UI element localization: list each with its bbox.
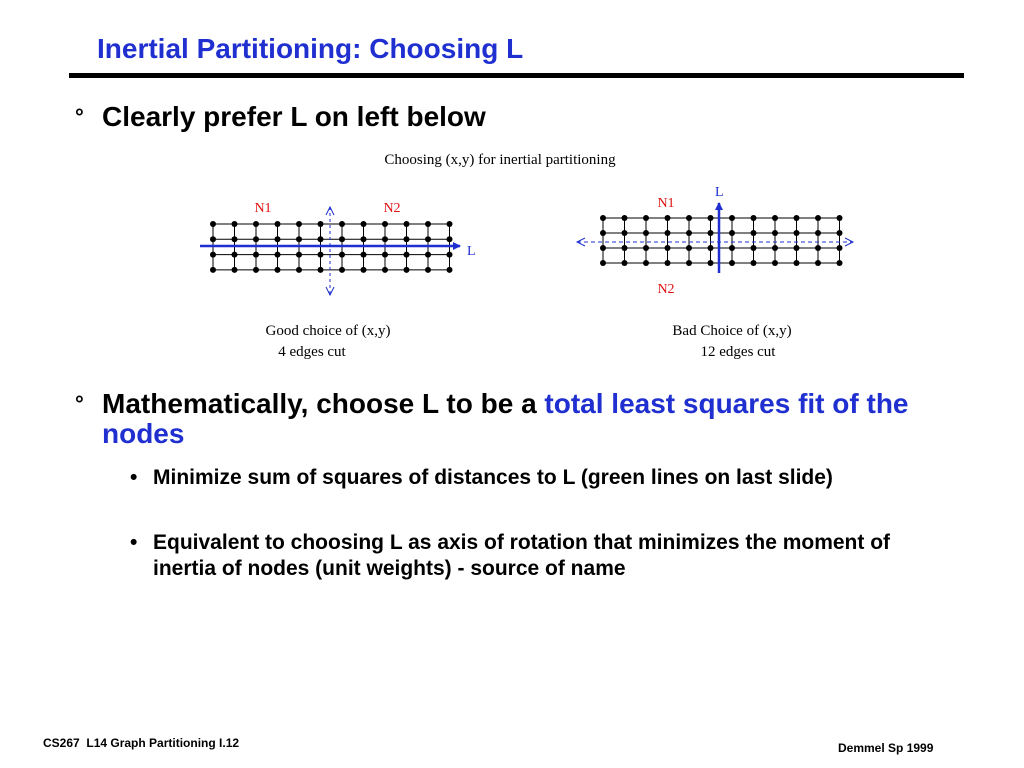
left-grid-node xyxy=(318,236,324,242)
left-grid-node xyxy=(232,236,238,242)
right-grid-node xyxy=(686,230,692,236)
left-grid-node xyxy=(275,221,281,227)
right-grid-node xyxy=(708,230,714,236)
right-grid-node xyxy=(665,215,671,221)
left-grid-node xyxy=(339,267,345,273)
left-grid-node xyxy=(296,267,302,273)
right-grid-node xyxy=(815,230,821,236)
right-grid-node xyxy=(665,245,671,251)
right-caption-line1: Bad Choice of (x,y) xyxy=(672,323,792,339)
left-grid-node xyxy=(425,221,431,227)
sub-bullet-text: Equivalent to choosing L as axis of rotation that minimizes the moment of inertia of nodes (unit weights) - source of name xyxy=(153,531,891,580)
right-grid-node xyxy=(708,260,714,266)
right-grid-node xyxy=(772,245,778,251)
left-grid-node xyxy=(210,221,216,227)
right-grid-edges xyxy=(603,218,840,263)
left-grid-node xyxy=(253,236,259,242)
left-caption-line1: Good choice of (x,y) xyxy=(265,323,391,339)
right-grid-node xyxy=(794,230,800,236)
right-grid-node xyxy=(708,245,714,251)
right-grid-node xyxy=(600,260,606,266)
left-grid-node xyxy=(318,221,324,227)
right-grid-node xyxy=(686,215,692,221)
right-grid-node xyxy=(751,260,757,266)
right-grid-node xyxy=(686,245,692,251)
left-grid-node xyxy=(447,221,453,227)
left-grid-node xyxy=(253,267,259,273)
right-grid-node xyxy=(794,245,800,251)
right-grid-node xyxy=(622,260,628,266)
right-grid-node xyxy=(751,230,757,236)
right-grid-node xyxy=(600,215,606,221)
right-grid xyxy=(577,185,853,360)
right-grid-node xyxy=(729,245,735,251)
right-grid-node xyxy=(622,230,628,236)
sub-bullet-mark: • xyxy=(130,466,138,489)
left-caption-line2: 4 edges cut xyxy=(278,344,346,360)
right-grid-nodes xyxy=(600,215,843,266)
left-grid-node xyxy=(275,236,281,242)
right-grid-node xyxy=(643,215,649,221)
left-n2-label: N2 xyxy=(383,201,401,216)
slide-title: Inertial Partitioning: Choosing L xyxy=(97,33,524,64)
bullet-text xyxy=(102,389,952,449)
right-grid-node xyxy=(815,260,821,266)
bullet-text-plain: Mathematically, choose L to be a xyxy=(102,388,545,419)
left-n1-label: N1 xyxy=(254,201,272,216)
right-grid-node xyxy=(772,230,778,236)
left-grid-node xyxy=(382,236,388,242)
bullet-text: Clearly prefer L on left below xyxy=(102,101,486,132)
left-grid-node xyxy=(447,267,453,273)
left-grid-node xyxy=(232,267,238,273)
left-grid-node xyxy=(232,221,238,227)
right-grid-node xyxy=(600,245,606,251)
sub-bullet-mark: • xyxy=(130,531,138,554)
title-underline xyxy=(69,73,964,78)
sub-bullet-text: Minimize sum of squares of distances to L (green lines on last slide) xyxy=(153,466,833,489)
right-grid-node xyxy=(600,230,606,236)
right-grid-node xyxy=(837,245,843,251)
bullet-mark: ° xyxy=(75,104,84,129)
left-grid-node xyxy=(275,252,281,258)
left-grid-node xyxy=(318,267,324,273)
left-grid-node xyxy=(425,267,431,273)
left-grid-node xyxy=(404,221,410,227)
right-grid-node xyxy=(772,260,778,266)
figure-title: Choosing (x,y) for inertial partitioning xyxy=(384,152,616,168)
right-grid-node xyxy=(729,215,735,221)
right-caption-line2: 12 edges cut xyxy=(700,344,776,360)
right-l-label: L xyxy=(715,185,724,200)
left-grid-node xyxy=(232,252,238,258)
right-grid-node xyxy=(815,245,821,251)
left-grid-node xyxy=(296,221,302,227)
left-grid-node xyxy=(382,252,388,258)
right-n2-label: N2 xyxy=(657,282,675,297)
right-grid-node xyxy=(751,215,757,221)
left-grid-node xyxy=(361,267,367,273)
left-grid-node xyxy=(361,252,367,258)
right-grid-node xyxy=(837,215,843,221)
left-grid-node xyxy=(404,252,410,258)
left-grid-node xyxy=(339,252,345,258)
left-grid-node xyxy=(210,252,216,258)
left-grid-node xyxy=(296,236,302,242)
footer-course: CS267 L14 Graph Partitioning I.12 xyxy=(43,736,240,750)
left-grid-node xyxy=(339,236,345,242)
left-grid-node xyxy=(253,252,259,258)
right-grid-node xyxy=(815,215,821,221)
left-grid-node xyxy=(318,252,324,258)
right-grid-node xyxy=(751,245,757,251)
right-grid-node xyxy=(665,260,671,266)
left-grid-node xyxy=(425,252,431,258)
right-grid-node xyxy=(665,230,671,236)
partition-figure xyxy=(195,145,875,370)
left-l-label: L xyxy=(467,244,476,259)
left-grid-node xyxy=(253,221,259,227)
left-grid-node xyxy=(361,221,367,227)
right-grid-node xyxy=(837,230,843,236)
right-grid-node xyxy=(772,215,778,221)
left-grid-node xyxy=(425,236,431,242)
right-grid-node xyxy=(622,245,628,251)
left-grid-node xyxy=(275,267,281,273)
right-grid-node xyxy=(729,260,735,266)
left-grid-node xyxy=(404,267,410,273)
left-grid-node xyxy=(361,236,367,242)
right-grid-node xyxy=(643,260,649,266)
left-grid-node xyxy=(447,252,453,258)
right-grid-node xyxy=(794,215,800,221)
left-grid-node xyxy=(382,267,388,273)
left-grid-node xyxy=(339,221,345,227)
bullet-text-accent: total least squares fit of the nodes xyxy=(102,388,909,449)
left-grid-node xyxy=(296,252,302,258)
left-grid-node xyxy=(382,221,388,227)
right-grid-node xyxy=(622,215,628,221)
left-grid xyxy=(200,201,476,360)
bullet-mark: ° xyxy=(75,391,84,416)
right-grid-node xyxy=(643,245,649,251)
right-grid-node xyxy=(837,260,843,266)
right-grid-node xyxy=(794,260,800,266)
left-grid-node xyxy=(210,267,216,273)
right-grid-node xyxy=(729,230,735,236)
left-grid-node xyxy=(404,236,410,242)
partition-diagram xyxy=(195,145,875,370)
left-grid-node xyxy=(210,236,216,242)
left-grid-node xyxy=(447,236,453,242)
right-grid-node xyxy=(686,260,692,266)
right-n1-label: N1 xyxy=(657,196,675,211)
right-grid-node xyxy=(708,215,714,221)
right-grid-node xyxy=(643,230,649,236)
footer-author: Demmel Sp 1999 xyxy=(838,741,934,755)
